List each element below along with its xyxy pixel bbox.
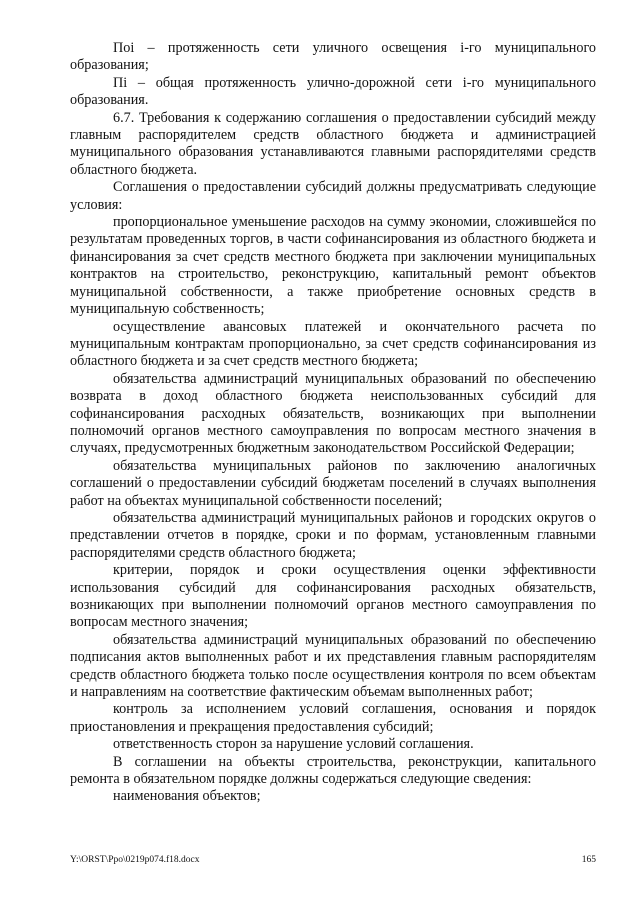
- paragraph: обязательства администраций муниципальных образований по обеспечению возврата в доход областного бюджета неиспользованных субсидий для софинансирования расходных обязательств, возникающих при выполнении полномочий органов местного самоуправления по вопросам местного значения в случаях, предусмотренных бюджетным законодательством Российской Федерации;: [70, 370, 596, 457]
- file-path: Y:\ORST\Ppo\0219p074.f18.docx: [70, 855, 200, 865]
- paragraph: Пi – общая протяженность улично-дорожной сети i-го муниципального образования.: [70, 74, 596, 109]
- paragraph: обязательства муниципальных районов по заключению аналогичных соглашений о предоставлении субсидий бюджетам поселений в случаях выполнения работ на объектах муниципальной собственности поселений;: [70, 457, 596, 509]
- paragraph: В соглашении на объекты строительства, реконструкции, капитального ремонта в обязательном порядке должны содержаться следующие сведения:: [70, 753, 596, 788]
- paragraph: 6.7. Требования к содержанию соглашения о предоставлении субсидий между главным распорядителем средств областного бюджета и администрацией муниципального образования устанавливаются главными распорядителями средств областного бюджета.: [70, 109, 596, 178]
- paragraph: наименования объектов;: [113, 788, 261, 805]
- paragraph: обязательства администраций муниципальных образований по обеспечению подписания актов выполненных работ и их представления главным распорядителям средств областного бюджета только после осуществления контроля по всем объектам и направлениям на соответствие фактическим объемам выполненных работ;: [70, 631, 596, 701]
- paragraph: Поi – протяженность сети уличного освещения i-го муниципального образования;: [70, 40, 596, 74]
- document-body: [70, 40, 596, 806]
- paragraph: критерии, порядок и сроки осуществления оценки эффективности использования субсидий для софинансирования расходных обязательств, возникающих при выполнении полномочий органов местного самоуправления по вопросам местного значения;: [70, 562, 596, 631]
- page-number: 165: [581, 855, 596, 865]
- paragraph: обязательства администраций муниципальных районов и городских округов о представлении отчетов в порядке, сроки и по формам, установленным главными распорядителями средств областного бюджета;: [70, 509, 596, 561]
- paragraph: контроль за исполнением условий соглашения, основания и порядок приостановления и прекращения предоставления субсидий;: [70, 701, 596, 735]
- paragraph: ответственность сторон за нарушение условий соглашения.: [113, 736, 474, 753]
- paragraph: осуществление авансовых платежей и окончательного расчета по муниципальным контрактам пропорционально, за счет средств софинансирования из областного бюджета и за счет средств местного бюджета;: [70, 318, 596, 370]
- paragraph: Соглашения о предоставлении субсидий должны предусматривать следующие условия:: [70, 179, 596, 213]
- page-footer: [70, 855, 596, 865]
- paragraph: пропорциональное уменьшение расходов на сумму экономии, сложившейся по результатам проведенных торгов, в части софинансирования из областного бюджета и финансирования за счет средств местного бюджета при заключении муниципальных контрактов на строительство, реконструкцию, капитальный ремонт объектов муниципальной собственности, а также приобретение основных средств в муниципальную собственность;: [70, 214, 596, 318]
